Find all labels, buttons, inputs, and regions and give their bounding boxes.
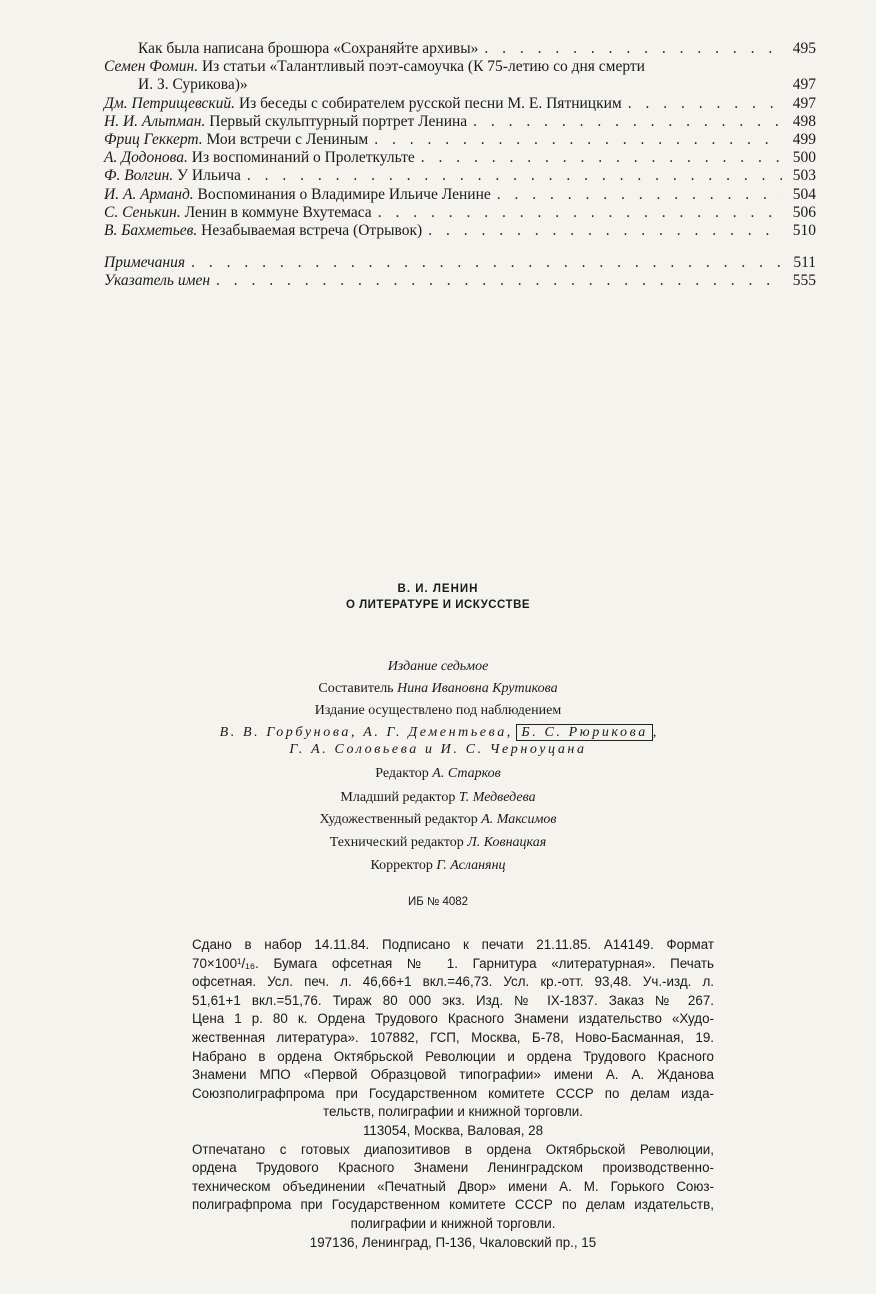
tech-editor-line	[0, 835, 876, 851]
toc-entry	[104, 113, 816, 131]
toc-title: Из воспоминаний о Пролеткульте	[191, 149, 415, 167]
toc-author: Фриц Геккерт.	[104, 131, 203, 149]
toc-leader	[473, 113, 782, 131]
junior-editor-label: Младший редактор	[340, 790, 456, 805]
toc-page: 506	[792, 203, 816, 221]
toc-leader	[421, 149, 782, 167]
toc-title-continued: И. З. Сурикова)»	[138, 76, 248, 94]
toc-author: Н. И. Альтман.	[104, 112, 206, 130]
toc-title: Ленин в коммуне Вхутемаса	[184, 203, 372, 221]
ib-number: ИБ № 4082	[407, 896, 469, 908]
editor-label: Редактор	[375, 766, 429, 781]
toc-leader	[247, 167, 782, 185]
toc-leader	[191, 254, 782, 272]
toc-page: 555	[792, 272, 816, 290]
toc-page: 497	[792, 76, 816, 94]
book-title: О ЛИТЕРАТУРЕ И ИСКУССТВЕ	[345, 599, 531, 611]
toc-title: Первый скульптурный портрет Ленина	[209, 112, 468, 130]
toc-author: С. Сенькин.	[104, 203, 181, 221]
book-author: В. И. ЛЕНИН	[397, 583, 479, 595]
spec-line: полиграфпрома при Государственном комитете СССР по делам издательств,	[192, 1197, 714, 1213]
editor-name: А. Старков	[432, 766, 501, 781]
supervisors-names: В. В. Горбунова, А. Г. Дементьева,	[219, 725, 513, 740]
toc-title: Воспоминания о Владимире Ильиче Ленине	[197, 185, 491, 203]
spec-line: Набрано в ордена Октябрьской Революции и ордена Трудового Красного	[192, 1048, 714, 1064]
tech-editor-name: Л. Ковнацкая	[467, 835, 547, 850]
spec-line: Отпечатано с готовых диапозитивов в ордена Октябрьской Революции,	[192, 1141, 714, 1157]
toc-page: 495	[792, 40, 816, 57]
toc-author: А. Додонова.	[104, 149, 188, 167]
editor-line	[0, 766, 876, 782]
boxed-name: Б. С. Рюрикова	[516, 724, 652, 741]
spec-line: офсетная. Усл. печ. л. 46,66+1 вкл.=46,73. Усл. кр.-отт. 93,48. Уч.-изд. л.	[192, 974, 714, 990]
names-comma: ,	[652, 725, 657, 740]
spec-line: полиграфии и книжной торговли.	[350, 1215, 556, 1231]
spec-line: жественная литература». 107882, ГСП, Москва, Б-78, Ново-Басманная, 19.	[192, 1029, 714, 1045]
compiler-name: Нина Ивановна Крутикова	[397, 681, 558, 696]
art-editor-label: Художественный редактор	[319, 812, 478, 827]
toc-leader	[428, 222, 782, 240]
tech-editor-label: Технический редактор	[329, 835, 464, 850]
toc-entry	[104, 222, 816, 240]
toc-section-title: Примечания	[104, 254, 186, 272]
toc-section-title: Указатель имен	[104, 272, 211, 290]
toc-page: 500	[792, 149, 816, 167]
supervisors-line-2	[0, 742, 876, 758]
spec-line: 51,61+1 вкл.=51,76. Тираж 80 000 экз. Изд. № IX-1837. Заказ № 267.	[192, 992, 714, 1008]
edition: Издание седьмое	[387, 659, 489, 674]
toc-page: 511	[793, 254, 816, 272]
art-editor-name: А. Максимов	[481, 812, 557, 827]
toc-page: 504	[792, 185, 816, 203]
toc-entry	[104, 40, 816, 58]
corrector-label: Корректор	[370, 858, 433, 873]
junior-editor-name: Т. Медведева	[458, 790, 536, 805]
table-of-contents	[104, 40, 816, 291]
toc-leader	[484, 40, 782, 58]
spec-line: Знамени МПО «Первой Образцовой типографии» имени А. А. Жданова	[192, 1067, 714, 1083]
toc-entry	[104, 204, 816, 222]
junior-editor-line	[0, 790, 876, 806]
toc-spacer	[104, 240, 816, 254]
toc-entry	[104, 131, 816, 149]
supervisors-names-2: Г. А. Соловьева и И. С. Черноуцана	[289, 742, 587, 757]
toc-title: Незабываемая встреча (Отрывок)	[201, 222, 423, 240]
toc-leader	[628, 95, 782, 113]
toc-entry	[104, 186, 816, 204]
toc-title: Из статьи «Талантливый поэт-самоучка (К 75-летию со дня смерти	[201, 58, 645, 76]
toc-entry	[104, 149, 816, 167]
toc-title: У Ильича	[177, 167, 241, 185]
toc-leader	[216, 272, 782, 290]
toc-leader	[374, 131, 782, 149]
supervision-line: Издание осуществлено под наблюдением	[314, 703, 562, 718]
toc-page: 499	[792, 131, 816, 149]
toc-title: Мои встречи с Лениным	[206, 131, 369, 149]
toc-entry-continuation	[104, 76, 816, 94]
corrector-line	[0, 858, 876, 874]
toc-author: Ф. Волгин.	[104, 167, 174, 185]
toc-page: 510	[792, 222, 816, 240]
toc-author: В. Бахметьев.	[104, 222, 198, 240]
compiler-label: Составитель	[318, 681, 394, 696]
toc-title: Как была написана брошюра «Сохраняйте архивы»	[138, 40, 479, 57]
spec-line: Сдано в набор 14.11.84. Подписано к печати 21.11.85. А14149. Формат	[192, 937, 714, 952]
edition-line	[0, 659, 876, 675]
toc-leader	[497, 186, 782, 204]
spec-line: Цена 1 р. 80 к. Ордена Трудового Красного Знамени издательство «Худо-	[192, 1011, 714, 1027]
spec-address: 197136, Ленинград, П-136, Чкаловский пр., 15	[309, 1234, 597, 1250]
toc-page: 503	[792, 167, 816, 185]
toc-author: Семен Фомин.	[104, 58, 199, 76]
toc-entry-index	[104, 272, 816, 290]
spec-address: 113054, Москва, Валовая, 28	[362, 1122, 544, 1138]
corrector-name: Г. Асланянц	[436, 858, 506, 873]
toc-entry-notes	[104, 254, 816, 272]
print-specifications	[192, 936, 714, 1252]
art-editor-line	[0, 812, 876, 828]
compiler-line	[0, 681, 876, 697]
toc-author: И. А. Арманд.	[104, 185, 194, 203]
spec-line: 70×100¹/₁₆. Бумага офсетная № 1. Гарнитура «литературная». Печать	[192, 955, 714, 971]
toc-entry	[104, 95, 816, 113]
toc-leader	[378, 204, 782, 222]
toc-title: Из беседы с собирателем русской песни М. Е. Пятницким	[238, 94, 622, 112]
toc-page: 498	[792, 112, 816, 130]
spec-line: техническом объединении «Печатный Двор» имени А. М. Горького Союз-	[192, 1178, 714, 1194]
supervisors-line-1	[0, 725, 876, 741]
toc-entry	[104, 58, 816, 76]
toc-entry	[104, 167, 816, 185]
spec-line: ордена Трудового Красного Знамени Ленинградском производственно-	[192, 1160, 714, 1176]
toc-page: 497	[792, 94, 816, 112]
spec-line: тельств, полиграфии и книжной торговли.	[323, 1104, 583, 1120]
spec-line: Союзполиграфпрома при Государственном комитете СССР по делам изда-	[192, 1085, 714, 1101]
toc-author: Дм. Петрищевский.	[104, 94, 236, 112]
